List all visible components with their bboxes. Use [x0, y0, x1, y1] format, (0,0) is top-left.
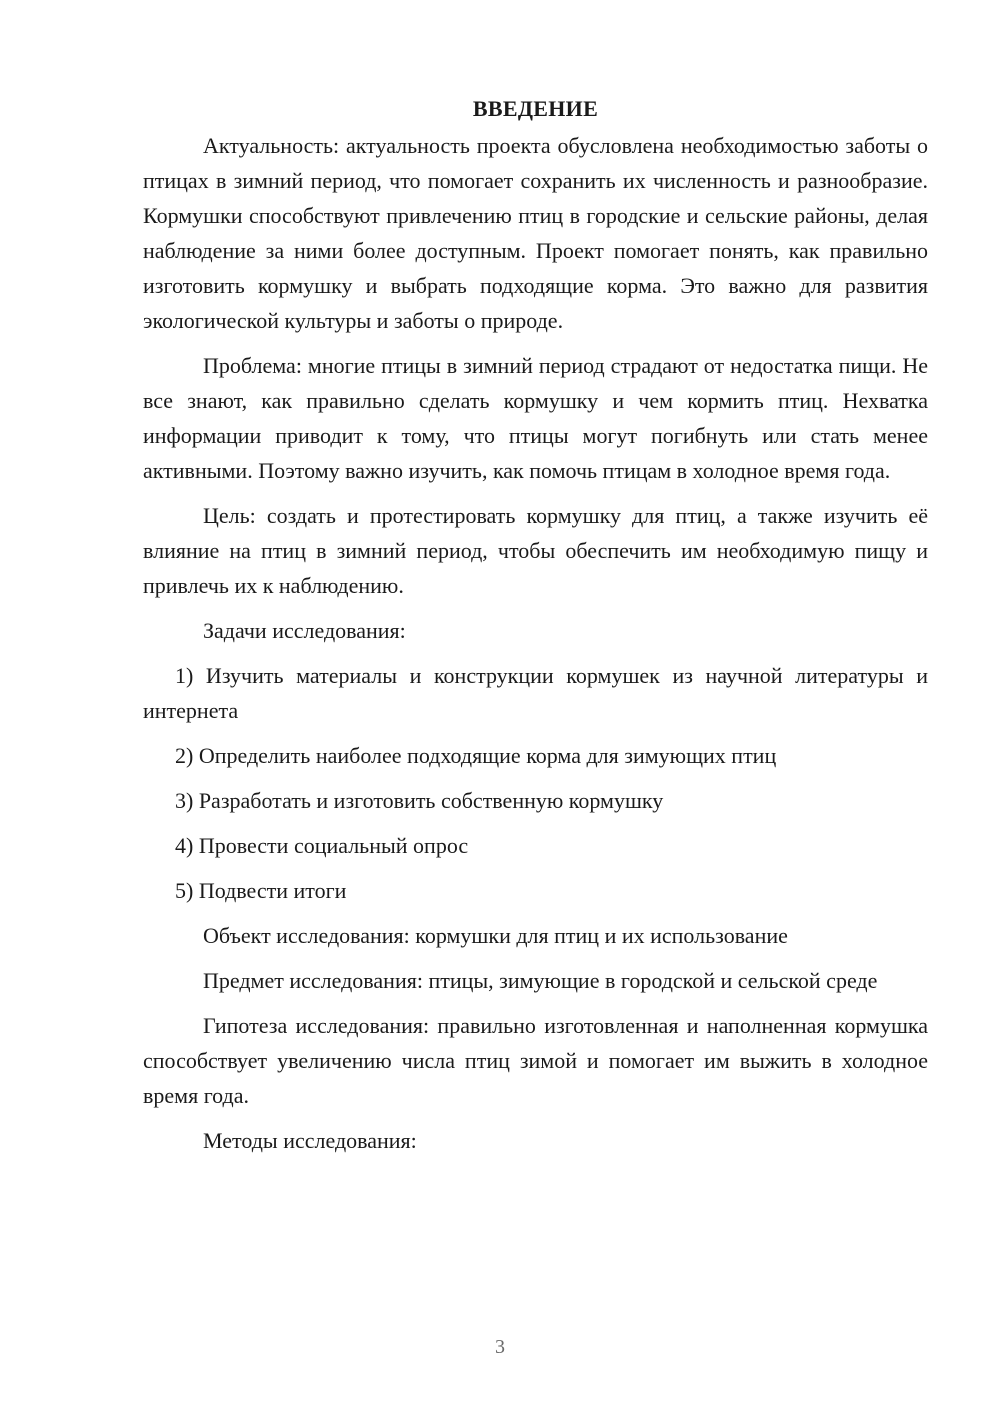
paragraph-object: Объект исследования: кормушки для птиц и их использование [203, 923, 788, 948]
methods-heading: Методы исследования: [203, 1128, 417, 1153]
task-item-2: 2) Определить наиболее подходящие корма для зимующих птиц [175, 743, 777, 768]
task-item-3: 3) Разработать и изготовить собственную кормушку [175, 788, 664, 813]
paragraph-goal: Цель: создать и протестировать кормушку для птиц, а также изучить её влияние на птиц в зимний период, чтобы обеспечить им необходимую пищу и привлечь их к наблюдению. [143, 503, 928, 598]
tasks-heading: Задачи исследования: [203, 618, 406, 643]
page-number: 3 [495, 1336, 505, 1358]
task-item-1: 1) Изучить материалы и конструкции кормушек из научной литературы и интернета [143, 663, 928, 723]
paragraph-hypothesis: Гипотеза исследования: правильно изготовленная и наполненная кормушка способствует увеличению числа птиц зимой и помогает им выжить в холодное время года. [143, 1013, 928, 1108]
page-title: ВВЕДЕНИЕ [472, 96, 599, 121]
paragraph-problem: Проблема: многие птицы в зимний период страдают от недостатка пищи. Не все знают, как правильно сделать кормушку и чем кормить птиц. Нехватка информации приводит к тому, что птицы могут погибнуть или стать менее активными. Поэтому важно изучить, как помочь птицам в холодное время года. [143, 353, 928, 483]
paragraph-subject: Предмет исследования: птицы, зимующие в городской и сельской среде [203, 968, 878, 993]
paragraph-relevance: Актуальность: актуальность проекта обусловлена необходимостью заботы о птицах в зимний период, что помогает сохранить их численность и разнообразие. Кормушки способствуют привлечению птиц в городские и сельские районы, делая наблюдение за ними более доступным. Проект помогает понять, как правильно изготовить кормушку и выбрать подходящие корма. Это важно для развития экологической культуры и заботы о природе. [143, 133, 928, 333]
task-item-5: 5) Подвести итоги [175, 878, 347, 903]
task-item-4: 4) Провести социальный опрос [175, 833, 469, 858]
document-page [143, 92, 928, 1168]
